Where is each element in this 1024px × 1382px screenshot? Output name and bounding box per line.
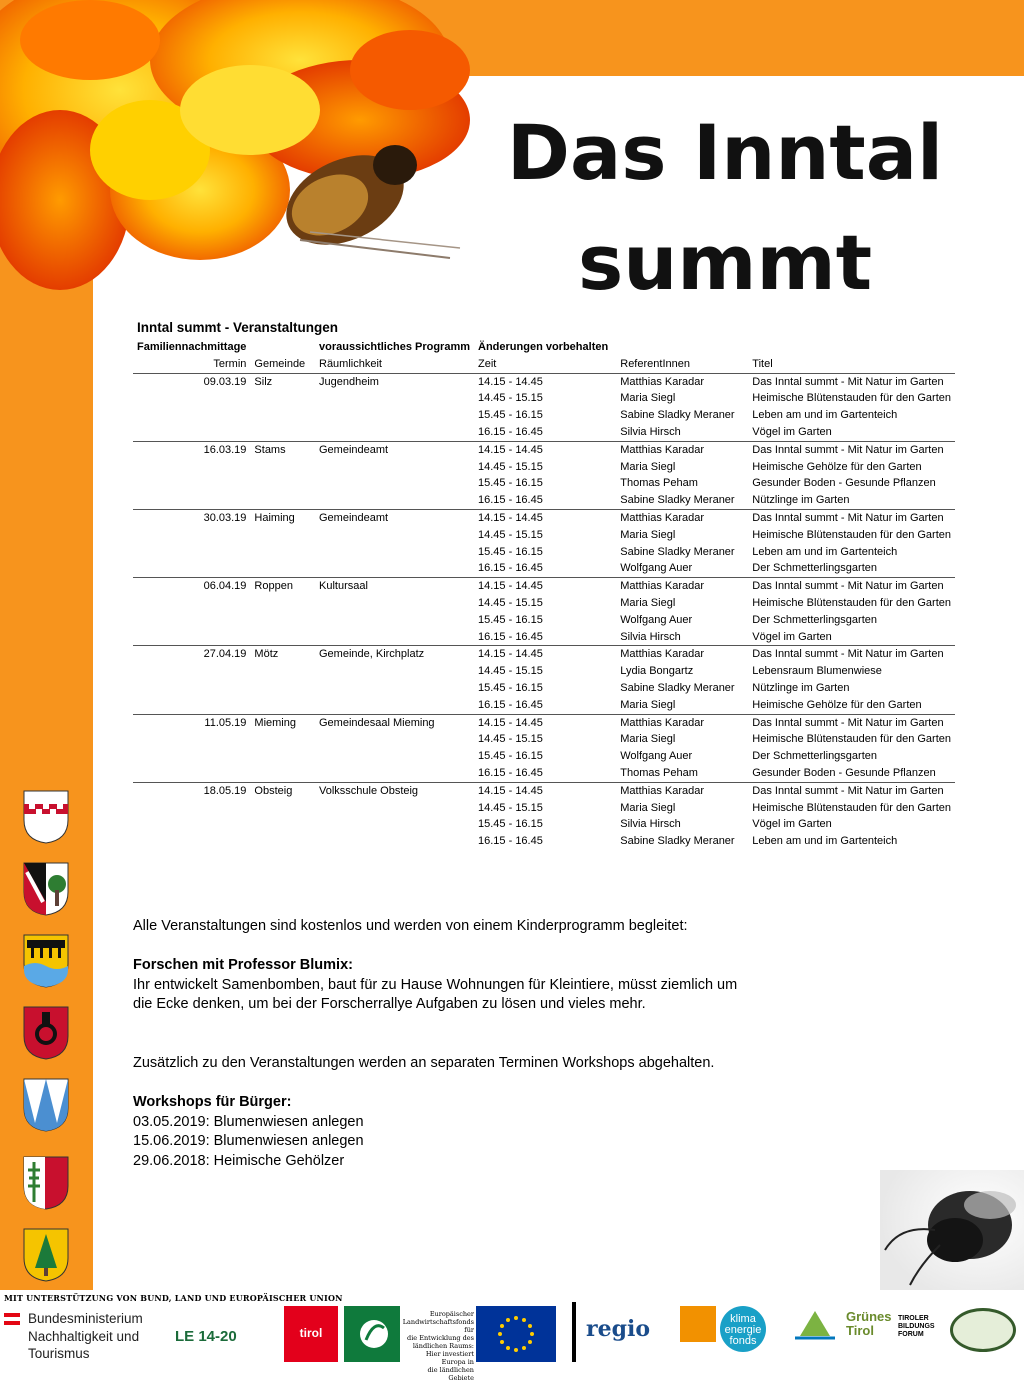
- cell-date: [133, 800, 250, 817]
- cell-talk-title: Nützlinge im Garten: [752, 681, 850, 694]
- cell-speaker: Maria Siegl: [620, 460, 676, 473]
- coat-of-arms-moetz: [23, 1078, 69, 1132]
- tbf-line: FORUM: [898, 1331, 924, 1338]
- tbf-line: BILDUNGS: [898, 1323, 935, 1330]
- cell-speaker: Matthias Karadar: [620, 648, 705, 661]
- cell-municipality: [250, 816, 315, 833]
- cell-municipality: Mötz: [254, 648, 279, 661]
- gruenes-line: Grünes: [846, 1309, 892, 1324]
- cell-time: 14.45 - 15.15: [478, 665, 543, 678]
- tbf-line: TIROLER: [898, 1315, 929, 1322]
- cell-municipality: [250, 475, 315, 492]
- cell-time: 15.45 - 16.15: [478, 818, 543, 831]
- cell-date: 06.04.19: [203, 580, 247, 593]
- table-row: [133, 663, 955, 680]
- table-row: [133, 441, 955, 458]
- le-1420-logo: LE 14-20: [175, 1328, 237, 1345]
- kem-logo: [790, 1306, 840, 1346]
- cell-date: 09.03.19: [203, 375, 247, 388]
- table-row: [133, 373, 955, 390]
- cell-date: [133, 663, 250, 680]
- cell-date: [133, 833, 250, 850]
- page-title: [480, 98, 970, 318]
- cell-date: [133, 527, 250, 544]
- divider: [572, 1302, 576, 1362]
- klima-line: klima: [730, 1313, 756, 1325]
- gruenes-tirol-logo: [846, 1310, 892, 1338]
- cell-time: 14.15 - 14.45: [478, 375, 543, 388]
- cell-municipality: [250, 459, 315, 476]
- table-title: Inntal summt - Veranstaltungen: [137, 320, 339, 335]
- cell-venue: [315, 527, 474, 544]
- table-row: [133, 492, 955, 509]
- workshops-note: Zusätzlich zu den Veranstaltungen werden an separaten Terminen Workshops abgehalten.: [133, 1054, 715, 1071]
- cell-time: Änderungen vorbehalten: [478, 341, 609, 353]
- cell-venue: [315, 765, 474, 782]
- eu-text-line: Europäischer: [429, 1310, 474, 1318]
- cell-time: 16.15 - 16.45: [478, 835, 543, 848]
- cell-date: 30.03.19: [203, 511, 247, 524]
- natur-im-garten-logo: [950, 1308, 1016, 1352]
- cell-municipality: [250, 731, 315, 748]
- eu-text-line: Landwirtschaftsfonds für: [402, 1318, 474, 1334]
- cell-municipality: [250, 680, 315, 697]
- cell-municipality: [250, 339, 315, 356]
- cell-speaker: Thomas Peham: [616, 765, 748, 782]
- cell-date: Familiennachmittage: [137, 341, 247, 353]
- free-note: Alle Veranstaltungen sind kostenlos und werden von einem Kinderprogramm begleitet:: [133, 918, 688, 934]
- cell-venue: Gemeindesaal Mieming: [319, 716, 435, 729]
- cell-venue: Gemeinde, Kirchplatz: [319, 648, 425, 661]
- cell-speaker: Maria Siegl: [620, 596, 676, 609]
- cell-talk-title: Heimische Gehölze für den Garten: [748, 697, 955, 714]
- coat-of-arms-roppen: [23, 1006, 69, 1060]
- cell-time: 14.45 - 15.15: [478, 596, 543, 609]
- cell-talk-title: Das Inntal summt - Mit Natur im Garten: [752, 648, 944, 661]
- cell-talk-title: Der Schmetterlingsgarten: [752, 613, 877, 626]
- info-section: [133, 917, 773, 1172]
- klima-line: energie: [724, 1324, 762, 1336]
- cell-speaker: Maria Siegl: [620, 733, 676, 746]
- cell-municipality: [250, 629, 315, 646]
- cell-date: [133, 407, 250, 424]
- workshop-item: 15.06.2019: Blumenwiesen anlegen: [133, 1133, 364, 1150]
- cell-venue: [315, 816, 474, 833]
- table-row: [133, 714, 955, 731]
- cell-talk-title: Das Inntal summt - Mit Natur im Garten: [752, 443, 944, 456]
- cell-time: 15.45 - 16.15: [478, 545, 543, 558]
- cell-venue: Gemeindeamt: [319, 443, 389, 456]
- cell-time: 14.45 - 15.15: [478, 801, 543, 814]
- cell-speaker: Maria Siegl: [616, 697, 748, 714]
- cell-venue: [315, 390, 474, 407]
- cell-talk-title: Das Inntal summt - Mit Natur im Garten: [752, 716, 944, 729]
- flower-bee-image: [0, 0, 500, 300]
- workshops-heading: Workshops für Bürger:: [133, 1094, 292, 1111]
- cell-talk-title: Gesunder Boden - Gesunde Pflanzen: [752, 477, 936, 490]
- cell-date: [133, 492, 250, 509]
- cell-venue: [315, 731, 474, 748]
- cell-speaker: Silvia Hirsch: [620, 818, 681, 831]
- cell-time: 14.45 - 15.15: [478, 528, 543, 541]
- cell-talk-title: Heimische Gehölze für den Garten: [752, 460, 922, 473]
- cell-venue: [315, 459, 474, 476]
- tirol-logo: tirol: [284, 1306, 338, 1362]
- cell-municipality: Roppen: [254, 580, 293, 593]
- table-row: [133, 407, 955, 424]
- cell-speaker: Matthias Karadar: [620, 375, 705, 388]
- cell-talk-title: Nützlinge im Garten: [748, 492, 955, 509]
- cell-speaker: Matthias Karadar: [620, 580, 705, 593]
- cell-time: 15.45 - 16.15: [478, 409, 543, 422]
- workshop-item: 03.05.2019: Blumenwiesen anlegen: [133, 1113, 364, 1130]
- cell-time: 14.15 - 14.45: [478, 443, 543, 456]
- cell-time: 14.15 - 14.45: [478, 580, 543, 593]
- bee-photo: [880, 1170, 1024, 1290]
- cell-talk-title: Das Inntal summt - Mit Natur im Garten: [752, 784, 944, 797]
- cell-municipality: [250, 663, 315, 680]
- cell-venue: [315, 833, 474, 850]
- cell-date: [133, 731, 250, 748]
- cell-date: [133, 544, 250, 561]
- cell-date: [133, 424, 250, 441]
- cell-venue: Räumlichkeit: [315, 356, 474, 373]
- cell-talk-title: Vögel im Garten: [748, 424, 955, 441]
- coat-of-arms-silz: [23, 790, 69, 844]
- table-row: [133, 646, 955, 663]
- table-row: [133, 509, 955, 526]
- table-row: [133, 680, 955, 697]
- cell-date: 18.05.19: [203, 784, 247, 797]
- cell-time: 16.15 - 16.45: [474, 765, 616, 782]
- cell-municipality: [250, 544, 315, 561]
- cell-date: 16.03.19: [203, 443, 247, 456]
- kids-text-line-1: Ihr entwickelt Samenbomben, baut für zu Hause Wohnungen für Kleintiere, müsst ziemlich um: [133, 976, 738, 993]
- ministry-line: Tourismus: [28, 1346, 90, 1361]
- table-row: [133, 833, 955, 850]
- workshop-item: 29.06.2018: Heimische Gehölzer: [133, 1152, 345, 1169]
- cell-venue: [315, 492, 474, 509]
- cell-talk-title: Vögel im Garten: [748, 629, 955, 646]
- cell-municipality: Gemeinde: [250, 356, 315, 373]
- cell-talk-title: Der Schmetterlingsgarten: [752, 750, 877, 763]
- cell-speaker: Sabine Sladky Meraner: [620, 545, 735, 558]
- cell-time: 14.45 - 15.15: [478, 460, 543, 473]
- cell-time: 15.45 - 16.15: [478, 477, 543, 490]
- cell-municipality: [250, 424, 315, 441]
- cell-speaker: Silvia Hirsch: [616, 629, 748, 646]
- table-row: [133, 459, 955, 476]
- cell-municipality: [250, 407, 315, 424]
- cell-talk-title: Lebensraum Blumenwiese: [752, 665, 882, 678]
- cell-date: [133, 697, 250, 714]
- cell-municipality: [250, 492, 315, 509]
- table-row: [133, 595, 955, 612]
- table-header-row: [133, 339, 955, 356]
- cell-date: [133, 748, 250, 765]
- table-row: [133, 578, 955, 595]
- cell-time: 16.15 - 16.45: [474, 560, 616, 577]
- cell-talk-title: Leben am und im Gartenteich: [752, 835, 898, 848]
- table-row: [133, 424, 955, 441]
- cell-time: 15.45 - 16.15: [478, 750, 543, 763]
- klima-line: fonds: [729, 1335, 757, 1347]
- cell-venue: voraussichtliches Programm: [319, 341, 471, 353]
- kids-text-line-2: die Ecke denken, um bei der Forscherrallye Aufgaben zu lösen und vieles mehr.: [133, 996, 646, 1013]
- cell-speaker: Matthias Karadar: [620, 716, 705, 729]
- cell-time: 14.15 - 14.45: [478, 716, 543, 729]
- cell-speaker: Sabine Sladky Meraner: [620, 681, 735, 694]
- cell-speaker: Sabine Sladky Meraner: [620, 835, 735, 848]
- cell-talk-title: Titel: [748, 356, 955, 373]
- cell-talk-title: Heimische Blütenstauden für den Garten: [752, 596, 951, 609]
- cell-venue: [315, 748, 474, 765]
- cell-date: [133, 475, 250, 492]
- eu-text-line: ländlichen Raums:: [412, 1342, 474, 1350]
- cell-date: [133, 629, 250, 646]
- cell-venue: [315, 629, 474, 646]
- kids-heading: Forschen mit Professor Blumix:: [133, 957, 353, 974]
- cell-municipality: [250, 765, 315, 782]
- cell-venue: Kultursaal: [319, 580, 368, 593]
- cell-time: 14.45 - 15.15: [478, 733, 543, 746]
- gruenes-line: Tirol: [846, 1323, 874, 1338]
- cell-date: [133, 560, 250, 577]
- cell-venue: [315, 424, 474, 441]
- cell-speaker: Sabine Sladky Meraner: [620, 409, 735, 422]
- cell-time: 14.15 - 14.45: [478, 648, 543, 661]
- austria-flag-icon: [4, 1313, 20, 1325]
- cell-date: [133, 680, 250, 697]
- cell-speaker: Lydia Bongartz: [620, 665, 694, 678]
- cell-time: 14.15 - 14.45: [478, 511, 543, 524]
- cell-date: [133, 765, 250, 782]
- ministry-line: Nachhaltigkeit und: [28, 1328, 140, 1344]
- table-row: [133, 748, 955, 765]
- cell-date: [133, 390, 250, 407]
- eu-fund-text: [402, 1310, 474, 1382]
- cell-date: 27.04.19: [203, 648, 247, 661]
- cell-time: 15.45 - 16.15: [478, 613, 543, 626]
- coat-of-arms-obsteig: [23, 1228, 69, 1282]
- cell-venue: [315, 800, 474, 817]
- ministry-line: Bundesministerium: [28, 1311, 143, 1326]
- cell-time: 16.15 - 16.45: [474, 697, 616, 714]
- cell-speaker: Wolfgang Auer: [616, 560, 748, 577]
- cell-speaker: Wolfgang Auer: [620, 613, 693, 626]
- cell-talk-title: Gesunder Boden - Gesunde Pflanzen: [748, 765, 955, 782]
- cell-time: Zeit: [474, 356, 616, 373]
- cell-talk-title: Das Inntal summt - Mit Natur im Garten: [752, 511, 944, 524]
- title-line-2: summt: [577, 218, 873, 307]
- cell-speaker: [616, 339, 748, 356]
- table-row: [133, 782, 955, 799]
- table-row: [133, 544, 955, 561]
- eu-flag-icon: [476, 1306, 556, 1362]
- cell-speaker: Silvia Hirsch: [616, 424, 748, 441]
- cell-municipality: Haiming: [254, 511, 295, 524]
- cell-speaker: Maria Siegl: [620, 528, 676, 541]
- cell-venue: Volksschule Obsteig: [319, 784, 419, 797]
- cell-time: 14.15 - 14.45: [478, 784, 543, 797]
- cell-date: [133, 595, 250, 612]
- table-row: [133, 697, 955, 714]
- cell-speaker: Matthias Karadar: [620, 784, 705, 797]
- cell-date: [133, 612, 250, 629]
- cell-talk-title: Heimische Blütenstauden für den Garten: [752, 392, 951, 405]
- eu-text-line: Hier investiert Europa in: [425, 1350, 474, 1366]
- table-row: [133, 527, 955, 544]
- cell-speaker: Maria Siegl: [620, 392, 676, 405]
- cell-municipality: [250, 697, 315, 714]
- cell-municipality: [250, 595, 315, 612]
- cell-venue: [315, 595, 474, 612]
- cell-time: 14.45 - 15.15: [478, 392, 543, 405]
- cell-date: 11.05.19: [204, 716, 247, 729]
- cell-municipality: [250, 800, 315, 817]
- cell-venue: [315, 560, 474, 577]
- table-row: [133, 612, 955, 629]
- cell-venue: Jugendheim: [319, 375, 379, 388]
- cell-venue: [315, 663, 474, 680]
- cell-time: 16.15 - 16.45: [474, 629, 616, 646]
- coat-of-arms-mieming: [23, 1156, 69, 1210]
- table-row: [133, 629, 955, 646]
- table-row: [133, 816, 955, 833]
- cell-talk-title: Leben am und im Gartenteich: [752, 409, 898, 422]
- cell-venue: [315, 544, 474, 561]
- cell-venue: [315, 697, 474, 714]
- cell-speaker: Matthias Karadar: [620, 443, 705, 456]
- cell-speaker: ReferentInnen: [616, 356, 748, 373]
- coat-of-arms-stams: [23, 862, 69, 916]
- cell-time: 16.15 - 16.45: [474, 492, 616, 509]
- cell-talk-title: Der Schmetterlingsgarten: [748, 560, 955, 577]
- cell-talk-title: Das Inntal summt - Mit Natur im Garten: [752, 580, 944, 593]
- cell-municipality: Obsteig: [254, 784, 293, 797]
- cell-venue: [315, 407, 474, 424]
- cell-talk-title: Heimische Blütenstauden für den Garten: [752, 801, 951, 814]
- cell-talk-title: Vögel im Garten: [752, 818, 832, 831]
- table-row: [133, 800, 955, 817]
- tiroler-bildungsforum-logo: [898, 1315, 935, 1339]
- table-row: [133, 731, 955, 748]
- regio-imst-logo: regio: [586, 1316, 651, 1342]
- cell-date: [133, 816, 250, 833]
- cell-municipality: Stams: [254, 443, 286, 456]
- table-row: [133, 475, 955, 492]
- cell-speaker: Sabine Sladky Meraner: [616, 492, 748, 509]
- eu-text-line: die Entwicklung des: [407, 1334, 474, 1342]
- cell-venue: [315, 475, 474, 492]
- cell-talk-title: Heimische Blütenstauden für den Garten: [752, 733, 951, 746]
- cell-municipality: Silz: [254, 375, 273, 388]
- cell-talk-title: Das Inntal summt - Mit Natur im Garten: [752, 375, 944, 388]
- cell-municipality: Mieming: [254, 716, 296, 729]
- cell-talk-title: [748, 339, 955, 356]
- leader-logo: [344, 1306, 400, 1362]
- cell-speaker: Wolfgang Auer: [620, 750, 693, 763]
- cell-municipality: [250, 390, 315, 407]
- support-line: MIT UNTERSTÜTZUNG VON BUND, LAND UND EUROPÄISCHER UNION: [4, 1293, 343, 1303]
- cell-venue: [315, 612, 474, 629]
- table-row: [133, 560, 955, 577]
- cell-time: 15.45 - 16.15: [478, 681, 543, 694]
- table-header-row: [133, 356, 955, 373]
- cell-talk-title: Leben am und im Gartenteich: [752, 545, 898, 558]
- coat-of-arms-haiming: [23, 934, 69, 988]
- cell-municipality: [250, 748, 315, 765]
- cell-speaker: Maria Siegl: [620, 801, 676, 814]
- initiative-logo: [680, 1306, 716, 1342]
- table-row: [133, 765, 955, 782]
- klima-energie-fonds-logo: [720, 1306, 766, 1352]
- eu-text-line: die ländlichen Gebiete: [427, 1366, 474, 1382]
- cell-municipality: [250, 612, 315, 629]
- cell-time: 16.15 - 16.45: [474, 424, 616, 441]
- cell-venue: Gemeindeamt: [319, 511, 389, 524]
- cell-date: Termin: [133, 356, 250, 373]
- cell-speaker: Matthias Karadar: [620, 511, 705, 524]
- cell-municipality: [250, 833, 315, 850]
- cell-municipality: [250, 560, 315, 577]
- title-line-1: Das Inntal: [506, 108, 944, 197]
- cell-municipality: [250, 527, 315, 544]
- cell-speaker: Thomas Peham: [620, 477, 698, 490]
- cell-venue: [315, 680, 474, 697]
- cell-date: [133, 459, 250, 476]
- events-table: [133, 339, 955, 850]
- cell-talk-title: Heimische Blütenstauden für den Garten: [752, 528, 951, 541]
- table-row: [133, 390, 955, 407]
